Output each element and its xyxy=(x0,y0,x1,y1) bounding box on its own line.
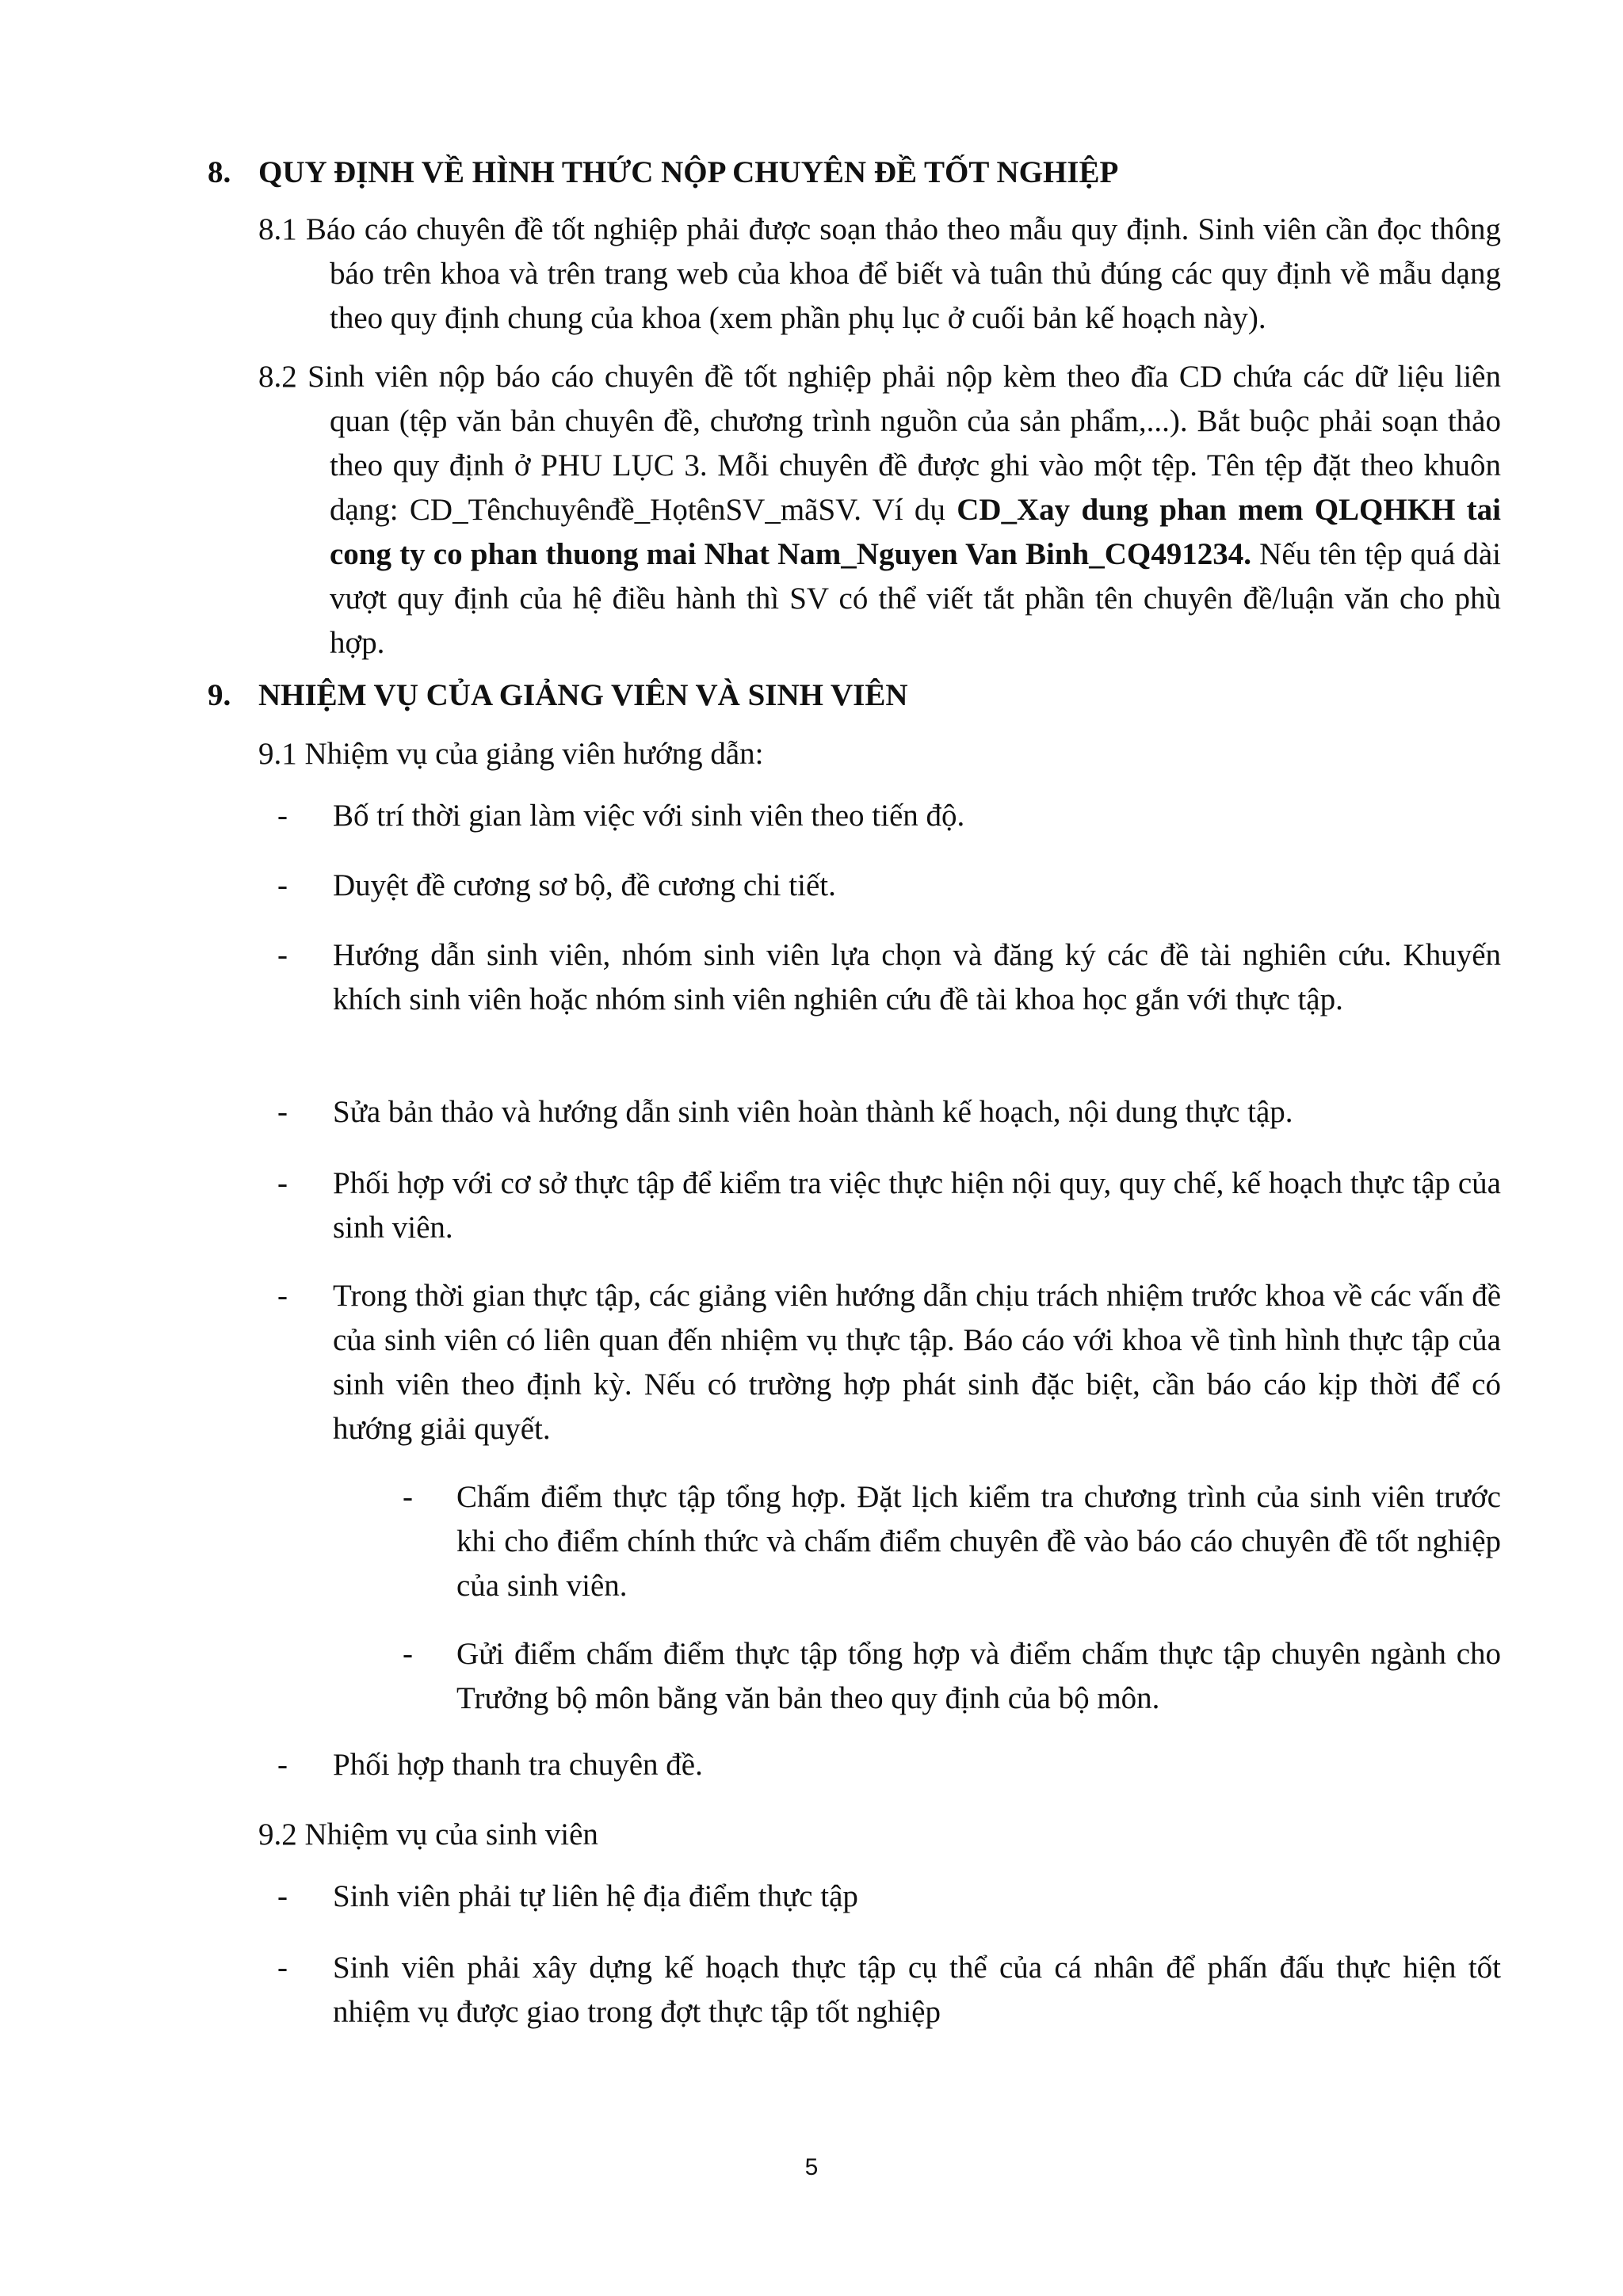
paragraph-8-2 xyxy=(258,355,1501,666)
list-item-text: Duyệt đề cương sơ bộ, đề cương chi tiết. xyxy=(333,868,836,902)
list-item-text: Sửa bản thảo và hướng dẫn sinh viên hoàn thành kế hoạch, nội dung thực tập. xyxy=(333,1095,1293,1129)
list-item-text: Phối hợp với cơ sở thực tập để kiểm tra việc thực hiện nội quy, quy chế, kế hoạch thực tập của sinh viên. xyxy=(333,1166,1501,1245)
paragraph-8-2-text-start: 8.2 Sinh viên nộp báo cáo chuyên đề tốt nghiệp phải nộp kèm theo đĩa CD chứa các dữ liệu liên quan (tệp văn bản chuyên đề, chương trình nguồn của sản phẩm,...). Bắt buộc phải soạn thảo theo quy định ở PHU LỤC 3. Mỗi chuyên đề được ghi vào một tệp. Tên tệp đặt theo khuôn dạng: CD_Tênchuyênđề_HọtênSV_mãSV. Ví dụ xyxy=(258,360,1501,527)
filename-example: CD_Xay dung phan mem QLQHKH tai cong ty co phan thuong mai Nhat Nam_Nguyen Van Binh_CQ491234. xyxy=(330,493,1501,571)
section-8-number: 8. xyxy=(208,155,231,189)
dash-bullet: - xyxy=(277,1879,288,1913)
dash-bullet: - xyxy=(277,1279,288,1313)
dash-bullet: - xyxy=(277,1951,288,1985)
subsection-9-1-title: 9.1 Nhiệm vụ của giảng viên hướng dẫn: xyxy=(258,737,764,771)
section-9-number: 9. xyxy=(208,678,231,712)
dash-bullet: - xyxy=(277,1095,288,1129)
list-item-text: Phối hợp thanh tra chuyên đề. xyxy=(333,1748,703,1782)
section-8-title: QUY ĐỊNH VỀ HÌNH THỨC NỘP CHUYÊN ĐỀ TỐT NGHIỆP xyxy=(258,155,1119,189)
dash-bullet: - xyxy=(403,1637,413,1671)
list-item-text: Sinh viên phải xây dựng kế hoạch thực tập cụ thể của cá nhân để phấn đấu thực hiện tốt nhiệm vụ được giao trong đợt thực tập tốt nghiệp xyxy=(333,1951,1501,2029)
dash-bullet: - xyxy=(277,938,288,972)
list-item-text: Bố trí thời gian làm việc với sinh viên theo tiến độ. xyxy=(333,799,965,833)
dash-bullet: - xyxy=(277,1166,288,1200)
list-item-text: Sinh viên phải tự liên hệ địa điểm thực tập xyxy=(333,1879,858,1913)
dash-bullet: - xyxy=(277,1748,288,1782)
paragraph-8-2-text-end: Nếu tên tệp quá dài vượt quy định của hệ điều hành thì SV có thể viết tắt phần tên chuyên đề/luận văn cho phù hợp. xyxy=(330,537,1501,660)
section-9-heading xyxy=(208,673,1507,718)
list-item-text: Hướng dẫn sinh viên, nhóm sinh viên lựa chọn và đăng ký các đề tài nghiên cứu. Khuyến khích sinh viên hoặc nhóm sinh viên nghiên cứu đề tài khoa học gắn với thực tập. xyxy=(333,938,1501,1016)
subsection-9-2-title: 9.2 Nhiệm vụ của sinh viên xyxy=(258,1817,598,1852)
list-item-text: Trong thời gian thực tập, các giảng viên hướng dẫn chịu trách nhiệm trước khoa về các vấn đề của sinh viên có liên quan đến nhiệm vụ thực tập. Báo cáo với khoa về tình hình thực tập của sinh viên theo định kỳ. Nếu có trường hợp phát sinh đặc biệt, cần báo cáo kịp thời để có hướng giải quyết. xyxy=(333,1279,1501,1446)
dash-bullet: - xyxy=(277,799,288,833)
section-8-heading xyxy=(208,151,1507,195)
list-item-text: Chấm điểm thực tập tổng hợp. Đặt lịch kiểm tra chương trình của sinh viên trước khi cho điểm chính thức và chấm điểm chuyên đề vào báo cáo chuyên đề tốt nghiệp của sinh viên. xyxy=(456,1480,1501,1603)
list-item-text: Gửi điểm chấm điểm thực tập tổng hợp và điểm chấm thực tập chuyên ngành cho Trưởng bộ môn bằng văn bản theo quy định của bộ môn. xyxy=(456,1637,1501,1715)
dash-bullet: - xyxy=(277,868,288,902)
dash-bullet: - xyxy=(403,1480,413,1514)
page-number: 5 xyxy=(804,2154,819,2180)
paragraph-8-1: 8.1 Báo cáo chuyên đề tốt nghiệp phải được soạn thảo theo mẫu quy định. Sinh viên cần đọc thông báo trên khoa và trên trang web của khoa để biết và tuân thủ đúng các quy định về mẫu dạng theo quy định chung của khoa (xem phần phụ lục ở cuối bản kế hoạch này). xyxy=(258,212,1501,335)
section-9-title: NHIỆM VỤ CỦA GIẢNG VIÊN VÀ SINH VIÊN xyxy=(258,678,908,712)
